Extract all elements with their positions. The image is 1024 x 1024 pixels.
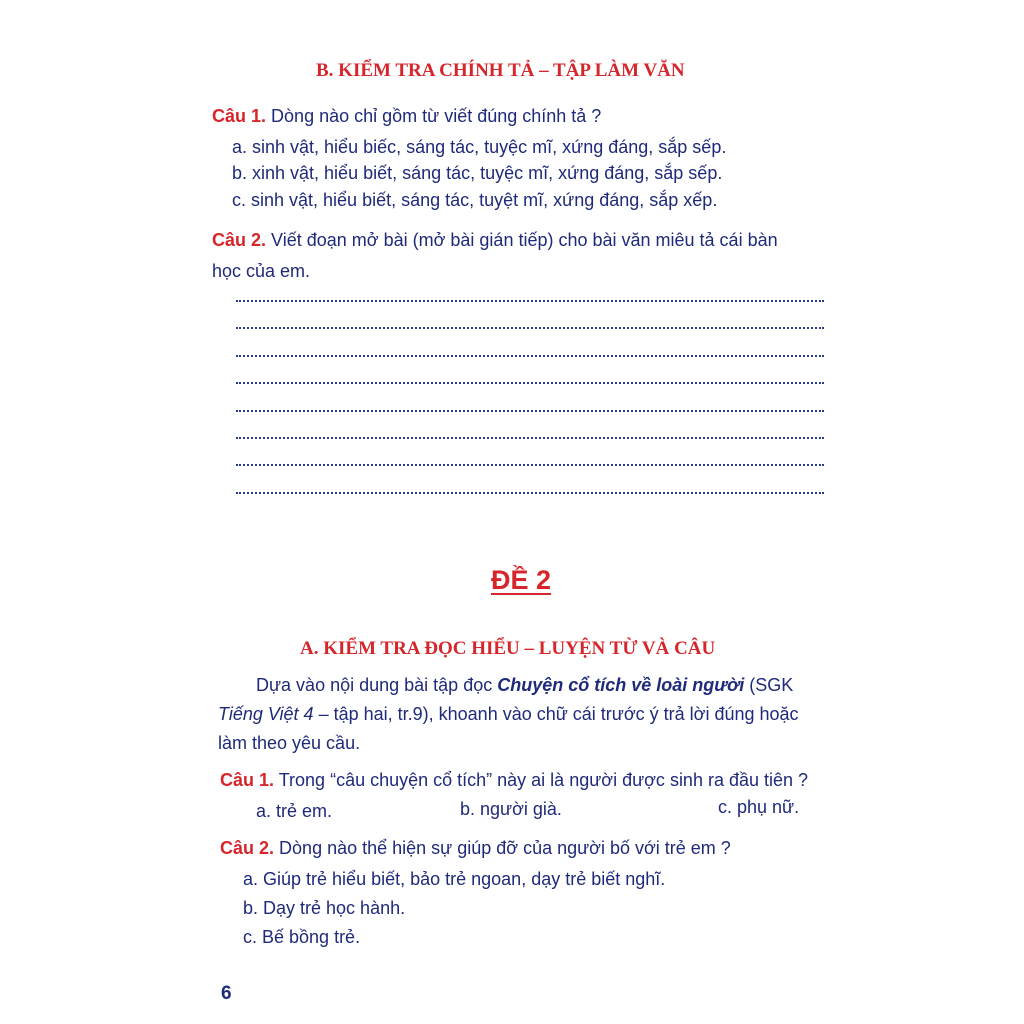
- question-label: Câu 1.: [220, 770, 275, 790]
- answer-line[interactable]: [236, 492, 824, 494]
- option-b1-b: b. xinh vật, hiểu biết, sáng tác, tuyệc mĩ, xứng đáng, sắp sếp.: [232, 163, 723, 183]
- answer-line[interactable]: [236, 355, 824, 357]
- answer-line[interactable]: [236, 300, 824, 302]
- option-a1-b: b. người già.: [460, 799, 562, 819]
- section-b-heading: B. KIỂM TRA CHÍNH TẢ – TẬP LÀM VĂN: [316, 60, 685, 81]
- question-label: Câu 1.: [212, 106, 267, 126]
- question-label: Câu 2.: [220, 838, 275, 858]
- option-a2-a: a. Giúp trẻ hiểu biết, bảo trẻ ngoan, dạy trẻ biết nghĩ.: [243, 869, 666, 889]
- question-text: Dòng nào chỉ gồm từ viết đúng chính tả ?: [271, 106, 602, 126]
- question-text: Trong “câu chuyện cổ tích” này ai là người được sinh ra đầu tiên ?: [278, 770, 809, 790]
- option-b1-a: a. sinh vật, hiểu biếc, sáng tác, tuyệc mĩ, xứng đáng, sắp sếp.: [232, 137, 727, 157]
- exam-title: ĐỀ 2: [491, 565, 552, 595]
- intro-line-2: [218, 704, 799, 725]
- answer-line[interactable]: [236, 464, 824, 466]
- section-a-heading: A. KIỂM TRA ĐỌC HIỂU – LUYỆN TỪ VÀ CÂU: [300, 638, 716, 659]
- page-number: 6: [221, 983, 232, 1004]
- answer-line[interactable]: [236, 437, 824, 439]
- option-a1-a: a. trẻ em.: [256, 801, 333, 821]
- question-label: Câu 2.: [212, 230, 267, 250]
- intro-text: Dựa vào nội dung bài tập đọc: [256, 675, 498, 695]
- answer-line[interactable]: [236, 410, 824, 412]
- option-a2-c: c. Bế bồng trẻ.: [243, 927, 361, 947]
- intro-line-1: [256, 675, 793, 696]
- book-title: Tiếng Việt 4: [218, 704, 314, 724]
- question-text: Viết đoạn mở bài (mở bài gián tiếp) cho bài văn miêu tả cái bàn: [271, 230, 778, 250]
- question-a2: [220, 838, 731, 859]
- answer-line[interactable]: [236, 382, 824, 384]
- option-a1-c: c. phụ nữ.: [718, 797, 800, 817]
- intro-text: – tập hai, tr.9), khoanh vào chữ cái trước ý trả lời đúng hoặc: [313, 704, 799, 724]
- intro-text: (SGK: [744, 675, 794, 695]
- option-a2-b: b. Dạy trẻ học hành.: [243, 898, 406, 918]
- question-b2: [212, 230, 778, 251]
- question-a1: [220, 770, 808, 791]
- question-text: Dòng nào thể hiện sự giúp đỡ của người bố với trẻ em ?: [279, 838, 731, 858]
- option-b1-c: c. sinh vật, hiểu biết, sáng tác, tuyệt mĩ, xứng đáng, sắp xếp.: [232, 190, 718, 210]
- question-b2-line2: học của em.: [212, 261, 311, 281]
- answer-line[interactable]: [236, 327, 824, 329]
- intro-line-3: làm theo yêu cầu.: [218, 733, 361, 753]
- question-b1: [212, 106, 601, 127]
- reading-title: Chuyện cổ tích về loài người: [497, 675, 745, 695]
